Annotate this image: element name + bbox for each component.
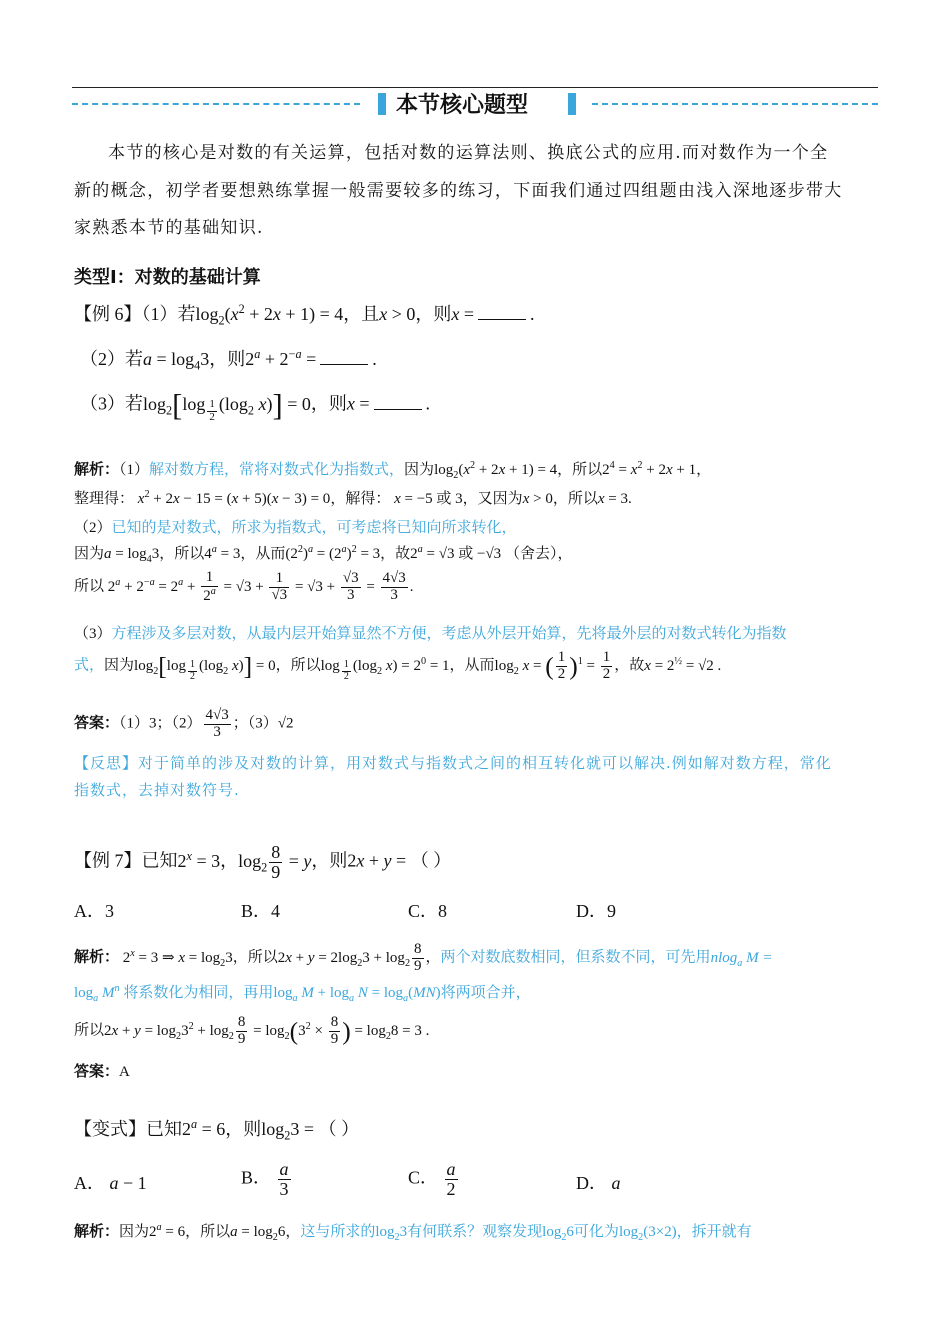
ex7-question: 【例 7】已知$2^x = 3$，$\log_2$ $\frac{8}{9}$ = y，则2x + y = （ ） (74, 842, 452, 882)
ex7-label: 【例 7】 (74, 850, 142, 871)
var-question: 【变式】已知$2^a = 6$，则$\log_23$ = （ ） (74, 1117, 360, 1143)
ex6-label: 【例 6】 (74, 304, 142, 324)
var-label: 【变式】 (74, 1119, 146, 1139)
ex7-answer: 答案：A (74, 1062, 130, 1080)
intro-line-1: 本节的核心是对数的有关运算，包括对数的运算法则、换底公式的应用.而对数作为一个全 (108, 143, 829, 163)
ex6-sol-1: 解析：（1）解对数方程，常将对数式化为指数式，因为$\log_2(x^2 + 2x + 1) = 4$，所以$2^4 = x^2 + 2x + 1$， (74, 460, 712, 481)
var-option-a: A． a − 1 (74, 1173, 147, 1193)
ex6-part1: 【例 6】（1）若$\log_2(x^2 + 2x + 1) = 4$，且x > 0，则x = . (74, 302, 535, 328)
var-option-b: B． $\frac{a}{3}$ (241, 1159, 289, 1199)
ex7-sol-3: 所以$2x + y = \log_23^2 + \log_2$ $\frac{8}{9}$ = $\log_2(3^2$ × $\frac{8}{9}$ ) = $\log_28 = 3$ . (74, 1014, 430, 1047)
ex6-reflect-2: 指数式，去掉对数符号. (74, 781, 240, 799)
ex7-option-a: A．3 (74, 901, 114, 921)
header-dash-right (592, 103, 878, 105)
ex7-option-b: B．4 (241, 901, 281, 921)
var-option-c: C． $\frac{a}{2}$ (408, 1159, 456, 1199)
ex6-sol-2c: 所以 $2^a + 2^{-a} = 2^a$ + $\frac{1}{2^a}$ = √3 + $\frac{1}{√3}$ = √3 + $\frac{√3}{3}$ = $\frac{4√3}{3}$ . (74, 569, 414, 604)
ex6-sol-3b: 式，因为$\log_2[\log$ $_{\frac{1}{2}}$ ($\log_2$ x)] = 0，所以log $_{\frac{1}{2}}$ ($\log_2$ $x) = 2^0 = 1$，从而$\log_2 x$ = ( $\frac{1}{2}$ )$^1$ = $\frac{1}{2}$ ，故$x = 2^{\frac{1}{2}} = √2$ . (74, 649, 722, 682)
header-dash-left (72, 103, 360, 105)
ex6-part2: （2）若$a = \log_43$，则$2^a + 2^{-a}$ = . (80, 347, 377, 373)
intro-line-3: 家熟悉本节的基础知识. (74, 218, 264, 238)
ex7-option-d: D．9 (576, 901, 616, 921)
var-sol-1: 解析：因为$2^a = 6$，所以$a = \log_26$，这与所求的$\log_23$有何联系？观察发现$\log_26$可化为$\log_2(3\times 2)$，拆开就有 (74, 1222, 752, 1243)
ex6-answer: 答案：（1）3；（2） $\frac{4√3}{3}$ ；（3）√2 (74, 707, 294, 740)
answer-blank (374, 408, 422, 410)
ex7-sol-1: 解析： $2^x = 3$ ⇒ $x = \log_23$，所以$2x + y = 2\log_23 + \log_2$ $\frac{8}{9}$ ，两个对数底数相同，但系数不同，可先用nlog$_a$ M = (74, 941, 773, 974)
ex7-sol-2: $\log_a M^n$ 将系数化为相同，再用$\log_a M + \log_a N = \log_a(MN)$将两项合并， (74, 983, 531, 1004)
ex6-sol-2b: 因为$a = \log_43$，所以$4^a = 3$，从而$(2^2)^a = (2^a)^2 = 3$，故$2^a = √3$ 或 −√3 （舍去）， (74, 544, 573, 565)
section-title: 本节核心题型 (396, 93, 529, 118)
answer-blank (478, 318, 526, 320)
ex6-part3: （3）若$\log_2[\log$ $_{\frac{1}{2}}$ ($\log_2$ x)] = 0，则x = . (80, 388, 430, 423)
var-option-d: D． a (576, 1173, 621, 1193)
intro-line-2: 新的概念，初学者要想熟练掌握一般需要较多的练习，下面我们通过四组题由浅入深地逐步带大 (74, 181, 843, 201)
header-bar-left (378, 93, 386, 115)
ex6-reflect-1: 【反思】对于简单的涉及对数的计算，用对数式与指数式之间的相互转化就可以解决.例如解对数方程，常化 (74, 754, 832, 772)
type1-heading: 类型Ⅰ：对数的基础计算 (74, 267, 261, 288)
header-bar-right (568, 93, 576, 115)
ex6-sol-3: （3）方程涉及多层对数，从最内层开始算显然不方便，考虑从外层开始算，先将最外层的对数式转化为指数 (74, 626, 787, 642)
ex6-sol-1b: 整理得： $x^2 + 2x - 15 = (x + 5)(x - 3) = 0$，解得： x = −5 或 3，又因为x > 0，所以x = 3. (74, 489, 632, 507)
ex7-option-c: C．8 (408, 901, 448, 921)
ex6-sol-2: （2）已知的是对数式，所求为指数式，可考虑将已知向所求转化， (74, 520, 517, 536)
answer-blank (320, 363, 368, 365)
